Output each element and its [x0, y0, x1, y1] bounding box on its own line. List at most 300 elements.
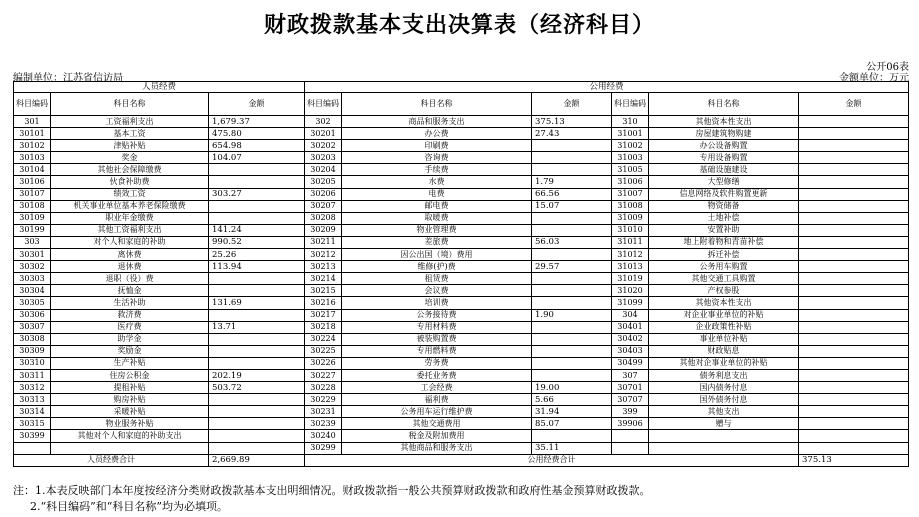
code-cell: 307: [612, 369, 649, 381]
name-cell: 房屋建筑物购建: [649, 128, 799, 140]
table-row: [14, 345, 909, 357]
code-cell: 31003: [612, 152, 649, 164]
header-code: 科目编码: [612, 93, 649, 116]
code-cell: 39906: [612, 418, 649, 430]
code-cell: 30212: [305, 249, 342, 261]
amount-cell: [799, 442, 909, 454]
total-row: [14, 454, 909, 466]
amount-cell: [532, 212, 612, 224]
amount-cell: [209, 357, 305, 369]
amount-cell: 654.98: [209, 140, 305, 152]
amount-cell: 113.94: [209, 261, 305, 273]
code-cell: 30213: [305, 261, 342, 273]
section-public: 公用经费: [305, 82, 909, 93]
amount-cell: 475.80: [209, 128, 305, 140]
table-row: [14, 369, 909, 381]
table-row: [14, 394, 909, 406]
code-cell: 30314: [14, 406, 51, 418]
code-cell: [612, 442, 649, 454]
code-cell: 30227: [305, 369, 342, 381]
code-cell: 31010: [612, 224, 649, 236]
code-cell: 30701: [612, 382, 649, 394]
amount-cell: [799, 309, 909, 321]
code-cell: 30208: [305, 212, 342, 224]
name-cell: 安置补助: [649, 224, 799, 236]
name-cell: 其他对企事业单位的补贴: [649, 357, 799, 369]
name-cell: 福利费: [342, 394, 532, 406]
public-total-value: 375.13: [799, 454, 909, 466]
amount-cell: 31.94: [532, 406, 612, 418]
name-cell: 工资福利支出: [51, 116, 209, 128]
amount-cell: [532, 333, 612, 345]
amount-cell: [799, 406, 909, 418]
amount-cell: 29.57: [532, 261, 612, 273]
code-cell: 31008: [612, 200, 649, 212]
code-cell: 30102: [14, 140, 51, 152]
amount-cell: [799, 236, 909, 248]
name-cell: 其他商品和服务支出: [342, 442, 532, 454]
amount-cell: [209, 273, 305, 285]
amount-cell: [799, 369, 909, 381]
name-cell: 其他支出: [649, 406, 799, 418]
amount-cell: [799, 430, 909, 442]
code-cell: 31002: [612, 140, 649, 152]
code-cell: 30315: [14, 418, 51, 430]
code-cell: 31011: [612, 236, 649, 248]
amount-cell: 13.71: [209, 321, 305, 333]
amount-cell: 104.07: [209, 152, 305, 164]
name-cell: 财政贴息: [649, 345, 799, 357]
section-personnel: 人员经费: [14, 82, 305, 93]
amount-cell: 375.13: [532, 116, 612, 128]
name-cell: 绩效工资: [51, 188, 209, 200]
name-cell: 会议费: [342, 285, 532, 297]
code-cell: 30312: [14, 382, 51, 394]
code-cell: 30106: [14, 176, 51, 188]
name-cell: 土地补偿: [649, 212, 799, 224]
personnel-total-label: 人员经费合计: [14, 454, 209, 466]
code-cell: 30101: [14, 128, 51, 140]
amount-cell: 303.27: [209, 188, 305, 200]
table-row: [14, 128, 909, 140]
code-cell: 30399: [14, 430, 51, 442]
amount-cell: 990.52: [209, 236, 305, 248]
name-cell: 差旅费: [342, 236, 532, 248]
code-cell: 30707: [612, 394, 649, 406]
amount-cell: [209, 176, 305, 188]
name-cell: 印刷费: [342, 140, 532, 152]
table-row: [14, 176, 909, 188]
header-amount: 金额: [532, 93, 612, 116]
table-row: [14, 164, 909, 176]
code-cell: 30217: [305, 309, 342, 321]
header-name: 科目名称: [342, 93, 532, 116]
name-cell: 咨询费: [342, 152, 532, 164]
amount-cell: 27.43: [532, 128, 612, 140]
amount-cell: 1.79: [532, 176, 612, 188]
name-cell: 其他社会保障缴费: [51, 164, 209, 176]
code-cell: 30303: [14, 273, 51, 285]
name-cell: 其他资本性支出: [649, 116, 799, 128]
header-code: 科目编码: [14, 93, 51, 116]
amount-cell: [532, 285, 612, 297]
code-cell: 30307: [14, 321, 51, 333]
name-cell: 办公设备购置: [649, 140, 799, 152]
amount-cell: [799, 224, 909, 236]
code-cell: 310: [612, 116, 649, 128]
code-cell: 30305: [14, 297, 51, 309]
code-cell: 30206: [305, 188, 342, 200]
name-cell: 专用材料费: [342, 321, 532, 333]
name-cell: 信息网络及软件购置更新: [649, 188, 799, 200]
form-number: 公开06表: [866, 62, 909, 73]
page-title: 财政拨款基本支出决算表（经济科目）: [263, 12, 655, 38]
name-cell: 采暖补贴: [51, 406, 209, 418]
amount-cell: [799, 273, 909, 285]
code-cell: 30199: [14, 224, 51, 236]
amount-cell: [799, 140, 909, 152]
table-row: [14, 236, 909, 248]
name-cell: 取暖费: [342, 212, 532, 224]
amount-cell: 503.72: [209, 382, 305, 394]
name-cell: 生产补贴: [51, 357, 209, 369]
amount-cell: [209, 442, 305, 454]
name-cell: 抚恤金: [51, 285, 209, 297]
table-row: [14, 212, 909, 224]
amount-cell: [799, 333, 909, 345]
table-row: [14, 273, 909, 285]
name-cell: [649, 442, 799, 454]
code-cell: 30224: [305, 333, 342, 345]
amount-cell: 25.26: [209, 249, 305, 261]
amount-cell: [209, 418, 305, 430]
code-cell: 31099: [612, 297, 649, 309]
amount-cell: [532, 140, 612, 152]
amount-cell: [799, 128, 909, 140]
code-cell: 31007: [612, 188, 649, 200]
code-cell: [14, 442, 51, 454]
table-row: [14, 224, 909, 236]
header-amount: 金额: [209, 93, 305, 116]
table-row: [14, 297, 909, 309]
name-cell: 事业单位补贴: [649, 333, 799, 345]
code-cell: 30310: [14, 357, 51, 369]
code-cell: 30301: [14, 249, 51, 261]
table-row: [14, 442, 909, 454]
name-cell: 职业年金缴费: [51, 212, 209, 224]
code-cell: 30109: [14, 212, 51, 224]
name-cell: 公务接待费: [342, 309, 532, 321]
header-name: 科目名称: [51, 93, 209, 116]
code-cell: 30215: [305, 285, 342, 297]
code-cell: 31001: [612, 128, 649, 140]
amount-cell: [209, 309, 305, 321]
table-row: [14, 261, 909, 273]
amount-cell: 85.07: [532, 418, 612, 430]
code-cell: 30401: [612, 321, 649, 333]
amount-cell: 202.19: [209, 369, 305, 381]
name-cell: 办公费: [342, 128, 532, 140]
code-cell: 30201: [305, 128, 342, 140]
code-cell: 30499: [612, 357, 649, 369]
amount-cell: [799, 176, 909, 188]
amount-cell: [799, 152, 909, 164]
name-cell: 助学金: [51, 333, 209, 345]
name-cell: 水费: [342, 176, 532, 188]
code-cell: 30104: [14, 164, 51, 176]
code-cell: 30207: [305, 200, 342, 212]
code-cell: 30211: [305, 236, 342, 248]
name-cell: 债务利息支出: [649, 369, 799, 381]
code-cell: 30306: [14, 309, 51, 321]
amount-cell: 15.07: [532, 200, 612, 212]
table-row: [14, 357, 909, 369]
code-cell: 30226: [305, 357, 342, 369]
amount-cell: [799, 382, 909, 394]
name-cell: 基础设施建设: [649, 164, 799, 176]
public-total-label: 公用经费合计: [305, 454, 799, 466]
amount-cell: [799, 164, 909, 176]
code-cell: [612, 430, 649, 442]
name-cell: 购房补贴: [51, 394, 209, 406]
name-cell: 医疗费: [51, 321, 209, 333]
code-cell: 30302: [14, 261, 51, 273]
table-row: [14, 249, 909, 261]
code-cell: 303: [14, 236, 51, 248]
name-cell: 物业服务补贴: [51, 418, 209, 430]
name-cell: 地上附着物和青苗补偿: [649, 236, 799, 248]
header-code: 科目编码: [305, 93, 342, 116]
amount-cell: [799, 285, 909, 297]
code-cell: 31019: [612, 273, 649, 285]
name-cell: 其他资本性支出: [649, 297, 799, 309]
amount-cell: 1,679.37: [209, 116, 305, 128]
table-row: [14, 140, 909, 152]
code-cell: 30204: [305, 164, 342, 176]
amount-cell: [799, 261, 909, 273]
name-cell: 退职（役）费: [51, 273, 209, 285]
name-cell: 其他工资福利支出: [51, 224, 209, 236]
code-cell: 30403: [612, 345, 649, 357]
name-cell: 电费: [342, 188, 532, 200]
code-cell: 31013: [612, 261, 649, 273]
amount-cell: 19.00: [532, 382, 612, 394]
amount-cell: [532, 369, 612, 381]
name-cell: 物业管理费: [342, 224, 532, 236]
code-cell: 30229: [305, 394, 342, 406]
name-cell: 生活补助: [51, 297, 209, 309]
amount-cell: [532, 249, 612, 261]
name-cell: 退休费: [51, 261, 209, 273]
amount-cell: [209, 285, 305, 297]
name-cell: 对个人和家庭的补助: [51, 236, 209, 248]
name-cell: 对企业事业单位的补贴: [649, 309, 799, 321]
amount-cell: 141.24: [209, 224, 305, 236]
amount-cell: [209, 164, 305, 176]
name-cell: 基本工资: [51, 128, 209, 140]
amount-cell: [532, 321, 612, 333]
code-cell: 30203: [305, 152, 342, 164]
amount-cell: [532, 273, 612, 285]
amount-cell: [532, 164, 612, 176]
name-cell: 机关事业单位基本养老保险缴费: [51, 200, 209, 212]
code-cell: 30239: [305, 418, 342, 430]
amount-cell: 5.66: [532, 394, 612, 406]
name-cell: 提租补贴: [51, 382, 209, 394]
name-cell: 津贴补贴: [51, 140, 209, 152]
name-cell: 物资储备: [649, 200, 799, 212]
note-1: 注：1.本表反映部门本年度按经济分类财政拨款基本支出明细情况。财政拨款指一般公共预算财政拨款和政府性基金预算财政拨款。: [13, 484, 651, 497]
table-row: [14, 321, 909, 333]
amount-cell: [532, 345, 612, 357]
name-cell: 奖金: [51, 152, 209, 164]
name-cell: 奖励金: [51, 345, 209, 357]
table-row: [14, 418, 909, 430]
table-row: [14, 116, 909, 128]
name-cell: 国内债务付息: [649, 382, 799, 394]
name-cell: [51, 442, 209, 454]
code-cell: 304: [612, 309, 649, 321]
amount-cell: [532, 430, 612, 442]
name-cell: [649, 430, 799, 442]
name-cell: 国外债务付息: [649, 394, 799, 406]
name-cell: 被装购置费: [342, 333, 532, 345]
table-row: [14, 309, 909, 321]
name-cell: 邮电费: [342, 200, 532, 212]
name-cell: 大型修缮: [649, 176, 799, 188]
name-cell: 手续费: [342, 164, 532, 176]
code-cell: 31012: [612, 249, 649, 261]
code-cell: 30214: [305, 273, 342, 285]
name-cell: 专用设备购置: [649, 152, 799, 164]
compiling-unit: 编制单位：江苏省信访局: [13, 73, 123, 84]
name-cell: 住房公积金: [51, 369, 209, 381]
code-cell: 30240: [305, 430, 342, 442]
name-cell: 税金及附加费用: [342, 430, 532, 442]
code-cell: 30299: [305, 442, 342, 454]
code-cell: 31020: [612, 285, 649, 297]
code-cell: 30304: [14, 285, 51, 297]
amount-cell: [532, 297, 612, 309]
code-cell: 30103: [14, 152, 51, 164]
code-cell: 30218: [305, 321, 342, 333]
table-row: [14, 382, 909, 394]
name-cell: 因公出国（境）费用: [342, 249, 532, 261]
amount-cell: 35.11: [532, 442, 612, 454]
personnel-total-value: 2,669.89: [209, 454, 305, 466]
name-cell: 其他对个人和家庭的补助支出: [51, 430, 209, 442]
name-cell: 工会经费: [342, 382, 532, 394]
code-cell: 31006: [612, 176, 649, 188]
amount-cell: 66.56: [532, 188, 612, 200]
code-cell: 30308: [14, 333, 51, 345]
amount-cell: [209, 430, 305, 442]
header-name: 科目名称: [649, 93, 799, 116]
amount-cell: [799, 200, 909, 212]
name-cell: 赠与: [649, 418, 799, 430]
amount-cell: [799, 321, 909, 333]
amount-cell: [532, 152, 612, 164]
header-amount: 金额: [799, 93, 909, 116]
table-row: [14, 285, 909, 297]
name-cell: 劳务费: [342, 357, 532, 369]
code-cell: 30313: [14, 394, 51, 406]
code-cell: 30402: [612, 333, 649, 345]
name-cell: 拆迁补偿: [649, 249, 799, 261]
amount-cell: [799, 212, 909, 224]
code-cell: 301: [14, 116, 51, 128]
code-cell: 30309: [14, 345, 51, 357]
name-cell: 公务用车运行维护费: [342, 406, 532, 418]
code-cell: 30231: [305, 406, 342, 418]
code-cell: 30225: [305, 345, 342, 357]
amount-cell: 56.03: [532, 236, 612, 248]
code-cell: 30228: [305, 382, 342, 394]
amount-cell: [209, 345, 305, 357]
code-cell: 30209: [305, 224, 342, 236]
name-cell: 培训费: [342, 297, 532, 309]
amount-cell: [799, 345, 909, 357]
amount-cell: [799, 297, 909, 309]
code-cell: 30108: [14, 200, 51, 212]
amount-cell: [799, 357, 909, 369]
code-cell: 30202: [305, 140, 342, 152]
code-cell: 399: [612, 406, 649, 418]
name-cell: 离休费: [51, 249, 209, 261]
amount-cell: [209, 212, 305, 224]
expenditure-table: [13, 81, 909, 467]
name-cell: 其他交通费用: [342, 418, 532, 430]
code-cell: 30216: [305, 297, 342, 309]
name-cell: 商品和服务支出: [342, 116, 532, 128]
name-cell: 救济费: [51, 309, 209, 321]
table-row: [14, 200, 909, 212]
code-cell: 31009: [612, 212, 649, 224]
name-cell: 产权参股: [649, 285, 799, 297]
table-row: [14, 333, 909, 345]
amount-cell: [799, 418, 909, 430]
name-cell: 租赁费: [342, 273, 532, 285]
amount-cell: [532, 357, 612, 369]
amount-cell: [799, 249, 909, 261]
amount-cell: [209, 200, 305, 212]
note-2: 2.“科目编码”和“科目名称”均为必填项。: [30, 500, 228, 513]
code-cell: 302: [305, 116, 342, 128]
amount-cell: [209, 394, 305, 406]
name-cell: 维修(护)费: [342, 261, 532, 273]
amount-cell: 131.69: [209, 297, 305, 309]
name-cell: 伙食补助费: [51, 176, 209, 188]
amount-unit: 金额单位：万元: [839, 73, 909, 84]
name-cell: 其他交通工具购置: [649, 273, 799, 285]
name-cell: 专用燃料费: [342, 345, 532, 357]
notes: [13, 483, 651, 515]
amount-cell: [799, 394, 909, 406]
amount-cell: [799, 188, 909, 200]
code-cell: 31005: [612, 164, 649, 176]
table-row: [14, 406, 909, 418]
amount-cell: [209, 406, 305, 418]
name-cell: 公务用车购置: [649, 261, 799, 273]
name-cell: 企业政策性补贴: [649, 321, 799, 333]
code-cell: 30205: [305, 176, 342, 188]
table-row: [14, 152, 909, 164]
amount-cell: [799, 116, 909, 128]
table-row: [14, 188, 909, 200]
name-cell: 委托业务费: [342, 369, 532, 381]
amount-cell: [532, 224, 612, 236]
amount-cell: [209, 333, 305, 345]
